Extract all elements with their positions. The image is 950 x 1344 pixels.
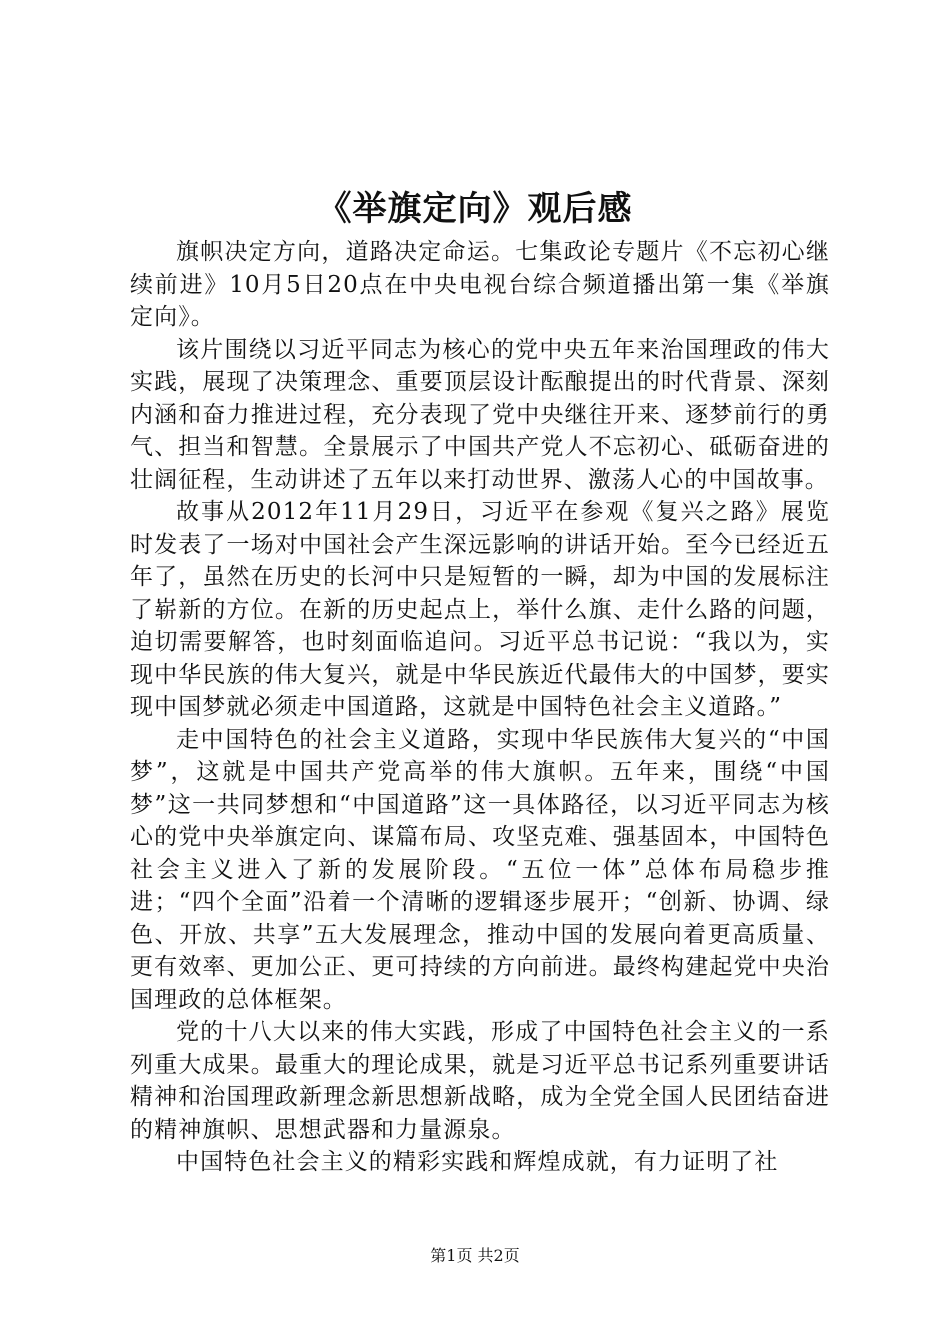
document-body xyxy=(130,236,830,1179)
paragraph: 走中国特色的社会主义道路，实现中华民族伟大复兴的“中国梦”，这就是中国共产党高举的伟大旗帜。五年来，围绕“中国梦”这一共同梦想和“中国道路”这一具体路径，以习近平同志为核心的党中央举旗定向、谋篇布局、攻坚克难、强基固本，中国特色社会主义进入了新的发展阶段。“五位一体”总体布局稳步推进；“四个全面”沿着一个清晰的逻辑逐步展开；“创新、协调、绿色、开放、共享”五大发展理念，推动中国的发展向着更高质量、更有效率、更加公正、更可持续的方向前进。最终构建起党中央治国理政的总体框架。 xyxy=(130,726,830,1013)
page-number-footer: 第1页 共2页 xyxy=(430,1246,520,1265)
paragraph: 旗帜决定方向，道路决定命运。七集政论专题片《不忘初心继续前进》10月5日20点在中央电视台综合频道播出第一集《举旗定向》。 xyxy=(130,239,830,330)
document-title: 《举旗定向》观后感 xyxy=(317,189,633,229)
paragraph: 该片围绕以习近平同志为核心的党中央五年来治国理政的伟大实践，展现了决策理念、重要顶层设计酝酿提出的时代背景、深刻内涵和奋力推进过程，充分表现了党中央继往开来、逐梦前行的勇气、担当和智慧。全景展示了中国共产党人不忘初心、砥砺奋进的壮阔征程，生动讲述了五年以来打动世界、激荡人心的中国故事。 xyxy=(130,336,830,493)
paragraph: 党的十八大以来的伟大实践，形成了中国特色社会主义的一系列重大成果。最重大的理论成果，就是习近平总书记系列重要讲话精神和治国理政新理念新思想新战略，成为全党全国人民团结奋进的精神旗帜、思想武器和力量源泉。 xyxy=(130,1019,830,1143)
paragraph: 故事从2012年11月29日，习近平在参观《复兴之路》展览时发表了一场对中国社会产生深远影响的讲话开始。至今已经近五年了，虽然在历史的长河中只是短暂的一瞬，却为中国的发展标注了崭新的方位。在新的历史起点上，举什么旗、走什么路的问题，迫切需要解答，也时刻面临追问。习近平总书记说：“我以为，实现中华民族的伟大复兴，就是中华民族近代最伟大的中国梦，要实现中国梦就必须走中国道路，这就是中国特色社会主义道路。” xyxy=(130,499,830,720)
paragraph: 中国特色社会主义的精彩实践和辉煌成就，有力证明了社 xyxy=(176,1149,779,1175)
